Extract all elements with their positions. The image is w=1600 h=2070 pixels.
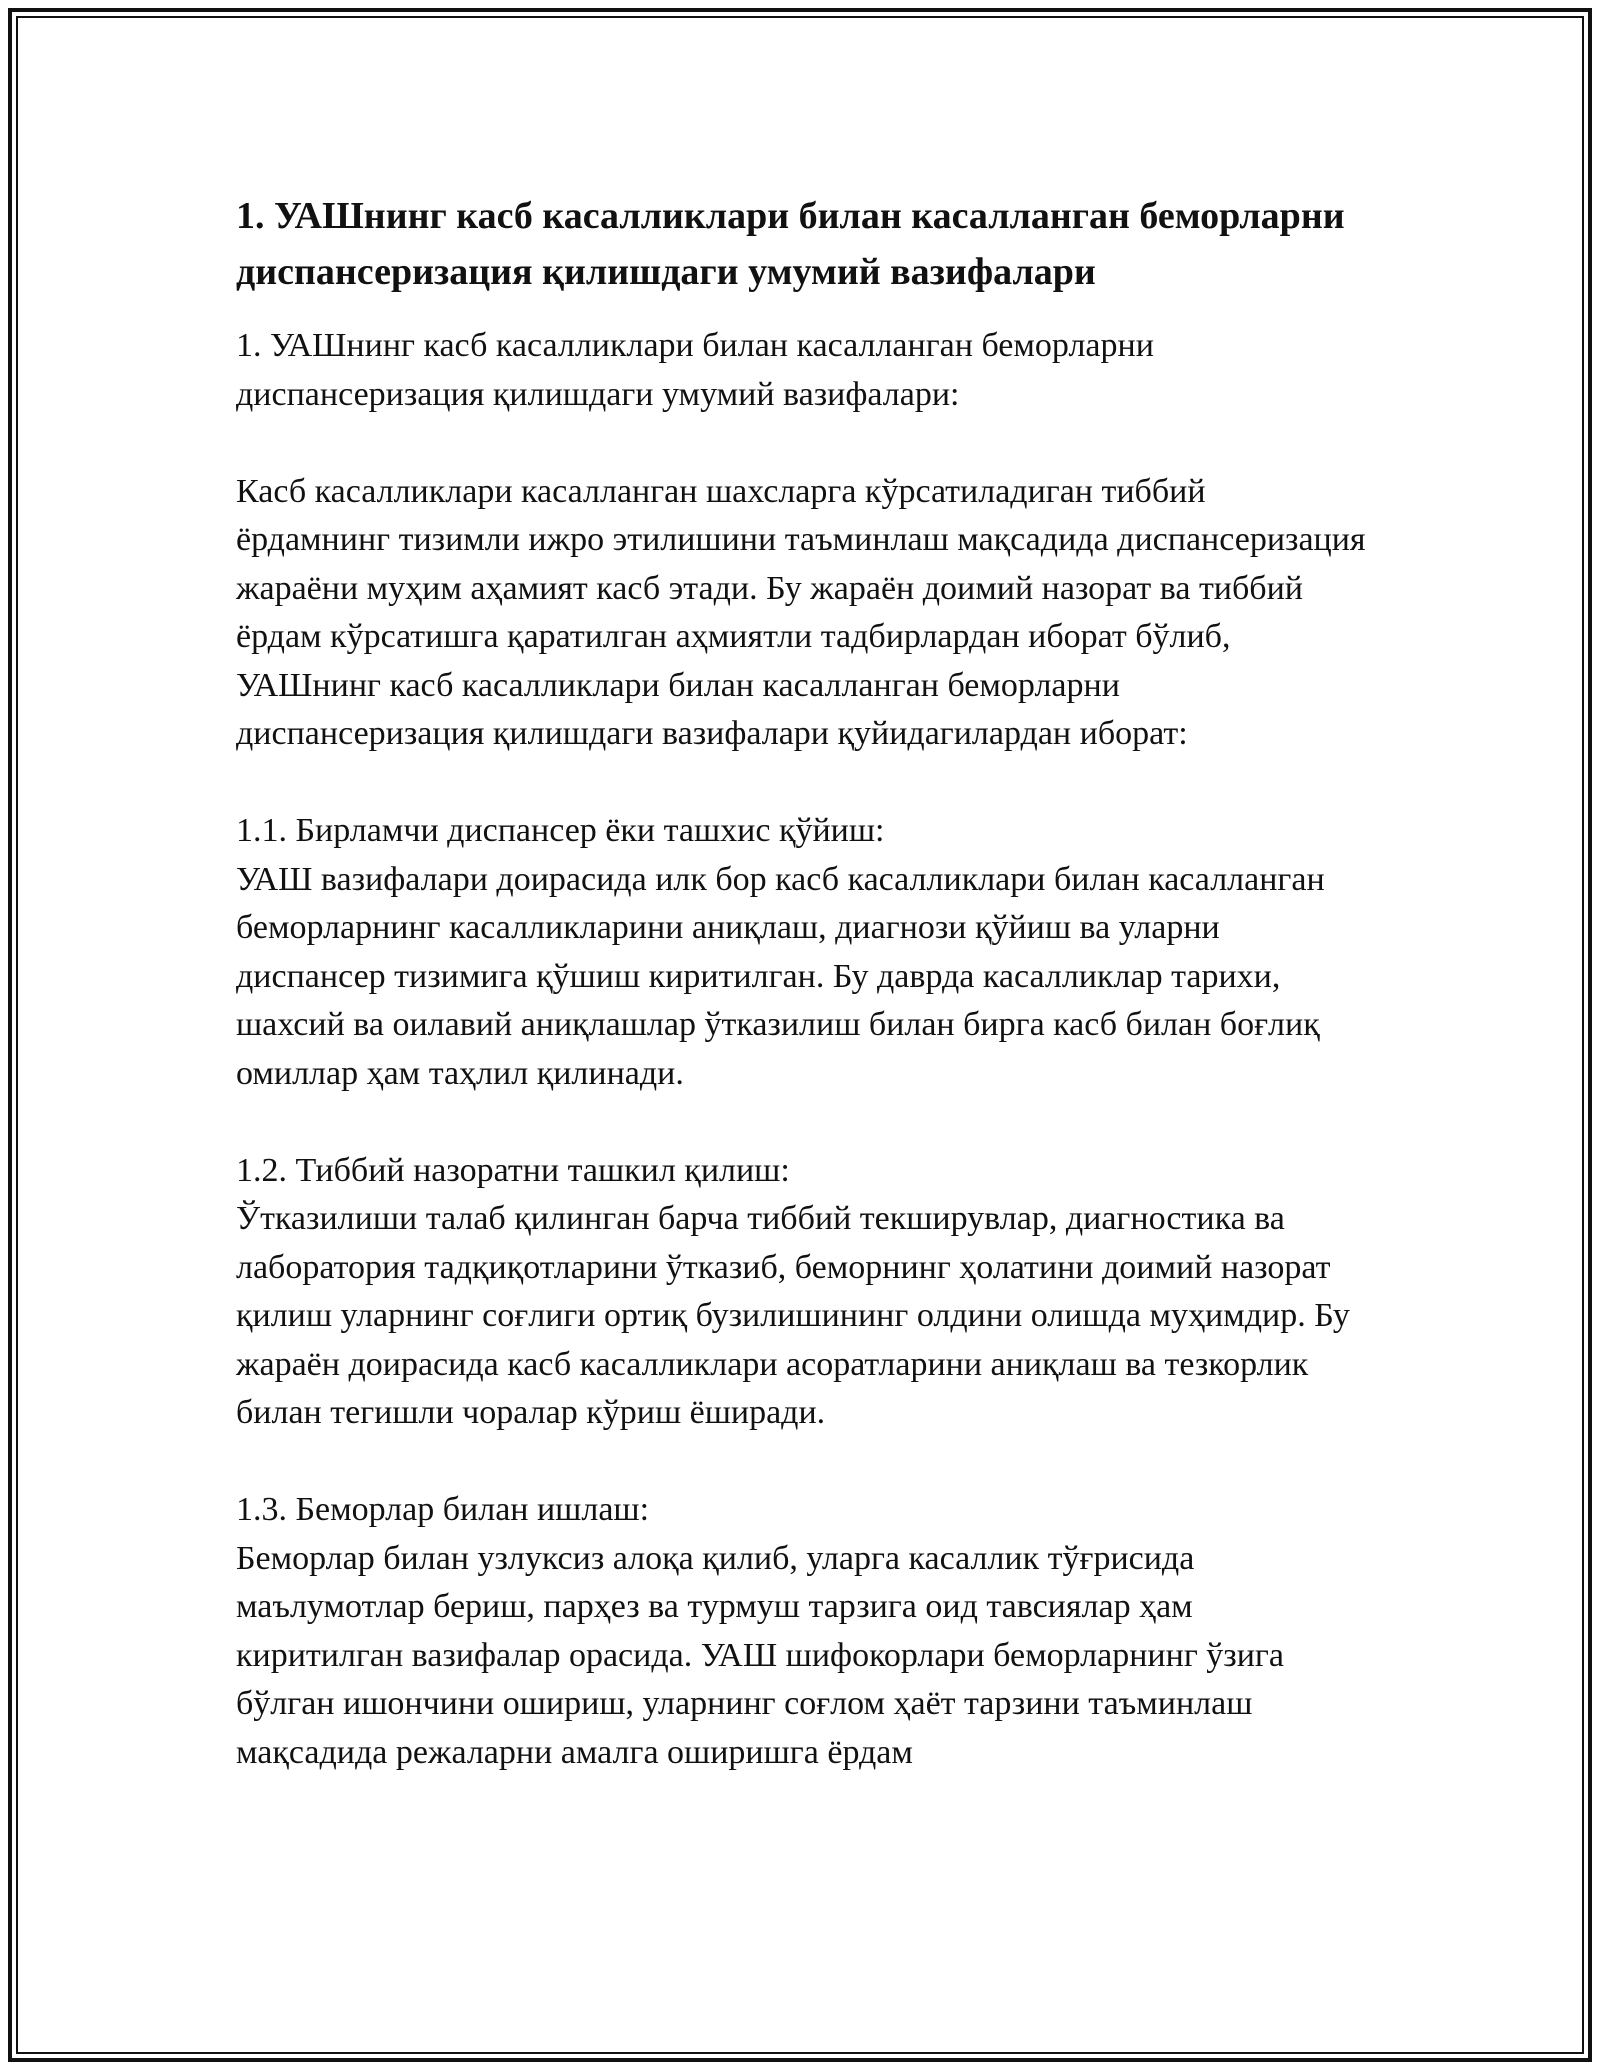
section-1-1 [236, 807, 1366, 1098]
paragraph-spacer [236, 419, 1366, 468]
overview-paragraph: Касб касалликлари касалланган шахсларга кўрсатиладиган тиббий ёрдамнинг тизимли ижро этилишини таъминлаш мақсадида диспансеризация жараёни муҳим аҳамият касб этади. Бу жараён доимий назорат ва тиббий ёрдам кўрсатишга қаратилган аҳмиятли тадбирлардан иборат бўлиб, УАШнинг касб касалликлари билан касалланган беморларни диспансеризация қилишдаги вазифалари қуйидагилардан иборат: [236, 472, 1366, 752]
section-heading: 1.2. Тиббий назоратни ташкил қилиш: [236, 1151, 790, 1189]
section-text: Беморлар билан узлуксиз алоқа қилиб, уларга касаллик тўғрисида маълумотлар бериш, парҳез ва турмуш тарзига оид тавсиялар ҳам киритилган вазифалар орасида. УАШ шифокорлари беморларнинг ўзига бўлган ишончини ошириш, уларнинг соғлом ҳаёт тарзини таъминлаш мақсадида режаларни амалга оширишга ёрдам [236, 1539, 1284, 1771]
section-1-2 [236, 1147, 1366, 1438]
paragraph-spacer [236, 1098, 1366, 1147]
paragraph-spacer [236, 1438, 1366, 1487]
paragraph-spacer [236, 759, 1366, 808]
section-heading: 1.1. Бирламчи диспансер ёки ташхис қўйиш: [236, 812, 885, 849]
intro-paragraph: 1. УАШнинг касб касалликлари билан касалланган беморларни диспансеризация қилишдаги умумий вазифалари: [236, 327, 1154, 413]
section-1-3 [236, 1486, 1366, 1777]
section-heading: 1.3. Беморлар билан ишлаш: [236, 1491, 650, 1528]
document-body [236, 322, 1366, 1777]
section-text: УАШ вазифалари доирасида илк бор касб касалликлари билан касалланган беморларнинг касалликларини аниқлаш, диагнози қўйиш ва уларни диспансер тизимига қўшиш киритилган. Бу даврда касалликлар тарихи, шахсий ва оилавий аниқлашлар ўтказилиш билан бирга касб билан боғлиқ омиллар ҳам таҳлил қилинади. [236, 860, 1325, 1092]
document-title: 1. УАШнинг касб касалликлари билан касалланган беморларни диспансеризация қилишдаги умумий вазифалари [236, 195, 1345, 293]
section-text: Ўтказилиши талаб қилинган барча тиббий текширувлар, диагностика ва лаборатория тадқиқотларини ўтказиб, беморнинг ҳолатини доимий назорат қилиш уларнинг соғлиги ортиқ бузилишининг олдини олишда муҳимдир. Бу жараён доирасида касб касалликлари асоратларини аниқлаш ва тезкорлик билан тегишли чоралар кўриш ёширади. [236, 1200, 1350, 1431]
document-content [236, 188, 1366, 1777]
